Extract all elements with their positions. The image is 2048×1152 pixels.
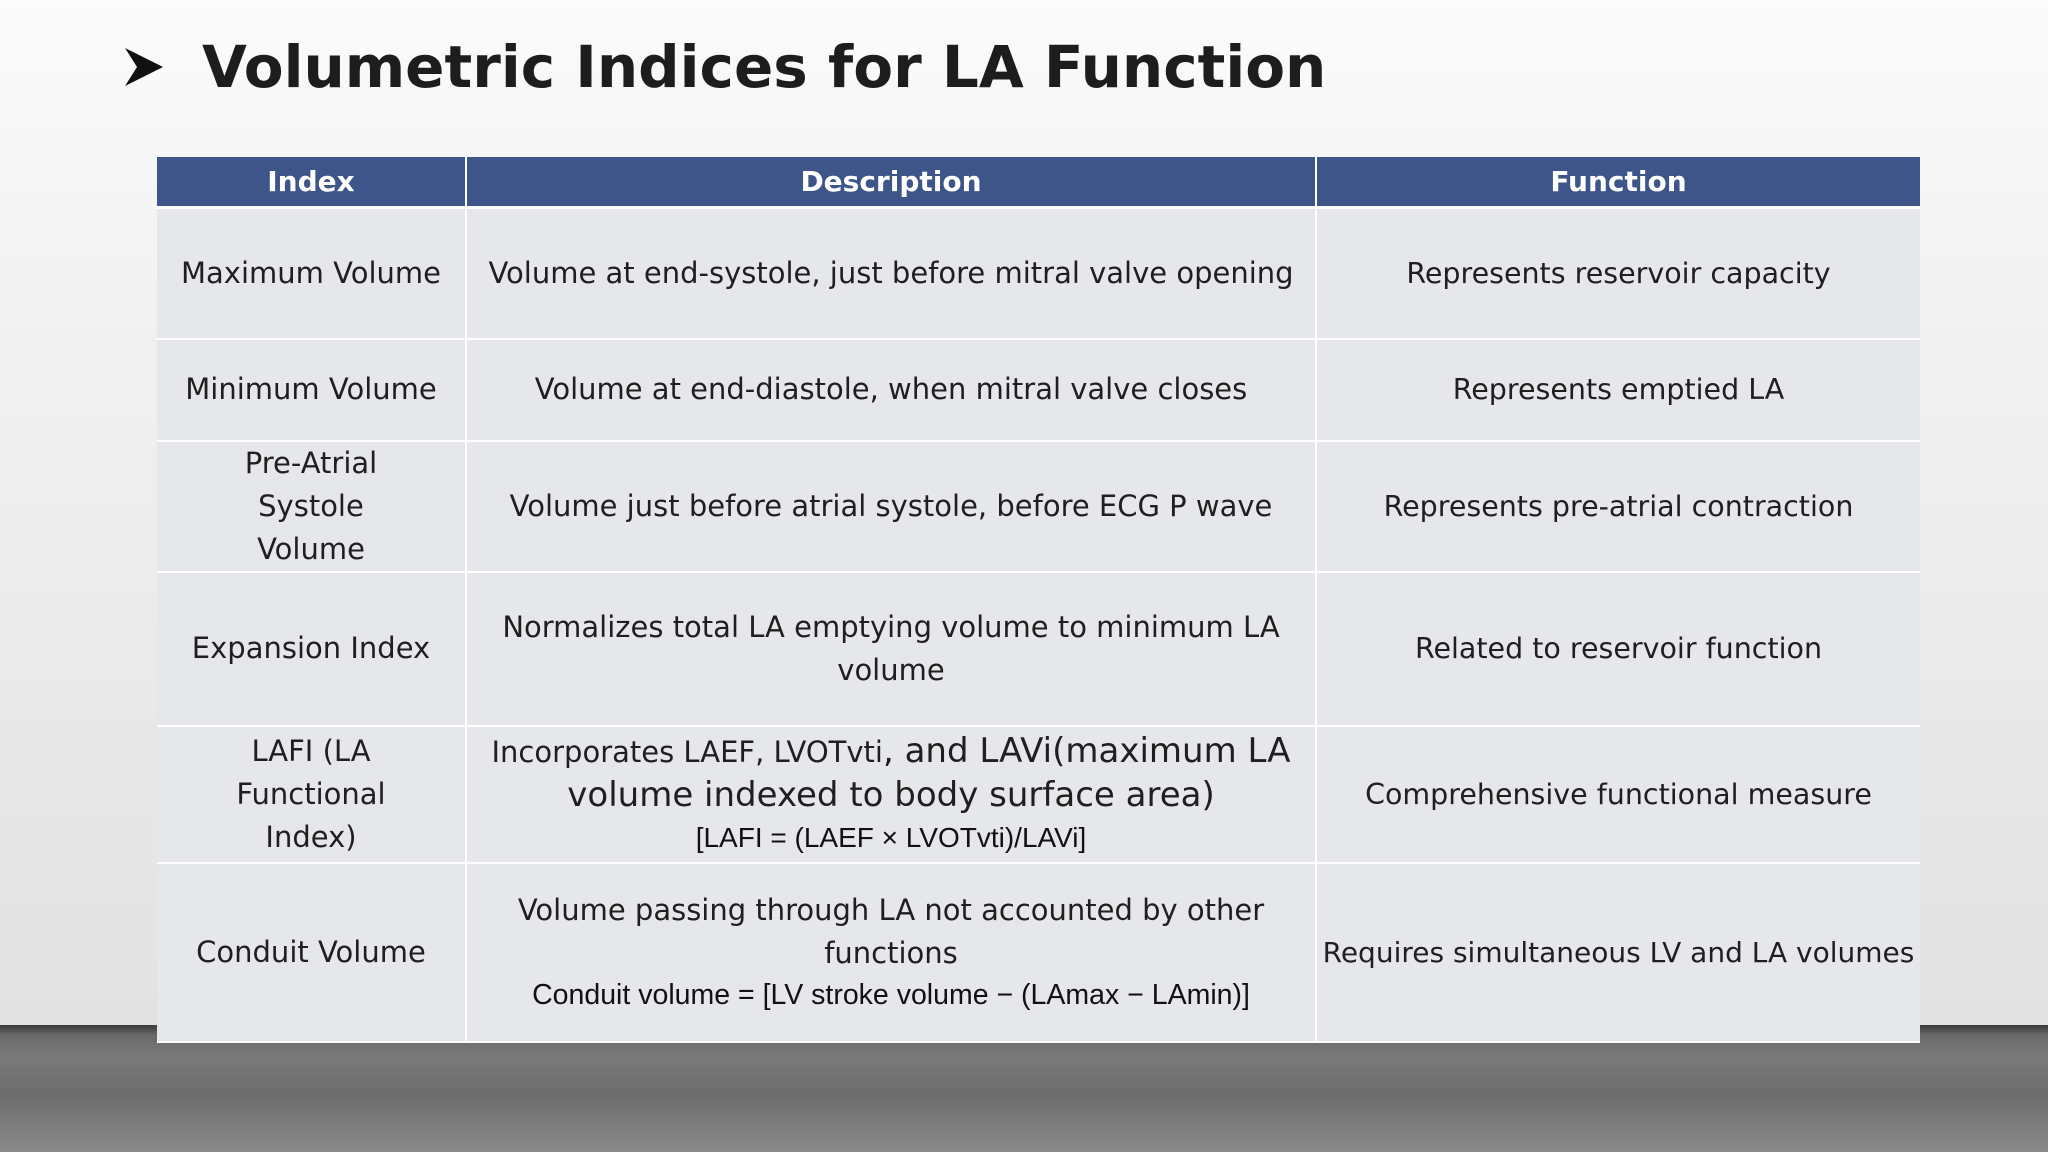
function-cell: Represents pre-atrial contraction <box>1316 441 1920 572</box>
description-cell: Volume just before atrial systole, before ECG P wave <box>466 441 1316 572</box>
indices-table-container <box>157 157 1920 1043</box>
table-row <box>157 726 1920 863</box>
function-cell: Related to reservoir function <box>1316 572 1920 726</box>
index-cell: Expansion Index <box>157 572 466 726</box>
function-cell: Requires simultaneous LV and LA volumes <box>1316 863 1920 1042</box>
function-cell: Comprehensive functional measure <box>1316 726 1920 863</box>
function-cell: Represents emptied LA <box>1316 339 1920 441</box>
table-row <box>157 572 1920 726</box>
table-row <box>157 339 1920 441</box>
description-text-part2: , and LAVi(maximum LA volume indexed to body surface area) <box>567 731 1291 815</box>
table-row <box>157 208 1920 339</box>
index-cell: Conduit Volume <box>157 863 466 1042</box>
table-row <box>157 441 1920 572</box>
arrow-bullet-icon <box>122 45 166 89</box>
description-text <box>487 730 1295 818</box>
column-header-description: Description <box>466 157 1316 208</box>
column-header-index: Index <box>157 157 466 208</box>
description-text-part1: Incorporates LAEF, LVOTvti <box>491 735 883 769</box>
table-row <box>157 863 1920 1042</box>
description-cell <box>466 726 1316 863</box>
index-cell: Pre-Atrial Systole Volume <box>157 441 466 572</box>
description-cell <box>466 863 1316 1042</box>
description-cell: Volume at end-diastole, when mitral valve closes <box>466 339 1316 441</box>
index-cell: Minimum Volume <box>157 339 466 441</box>
formula-text: [LAFI = (LAEF × LVOTvti)/LAVi] <box>695 822 1087 853</box>
index-cell: LAFI (LA Functional Index) <box>157 726 466 863</box>
description-cell: Volume at end-systole, just before mitral valve opening <box>466 208 1316 339</box>
title-row <box>122 22 1326 112</box>
description-cell: Normalizes total LA emptying volume to minimum LA volume <box>466 572 1316 726</box>
formula-text: Conduit volume = [LV stroke volume − (LAmax − LAmin)] <box>532 979 1250 1011</box>
page-title: Volumetric Indices for LA Function <box>202 33 1327 101</box>
floor-background <box>0 1025 2048 1152</box>
description-text: Volume passing through LA not accounted by other functions <box>517 893 1265 970</box>
function-cell: Represents reservoir capacity <box>1316 208 1920 339</box>
table-header-row <box>157 157 1920 208</box>
column-header-function: Function <box>1316 157 1920 208</box>
index-cell: Maximum Volume <box>157 208 466 339</box>
indices-table <box>157 157 1920 1043</box>
